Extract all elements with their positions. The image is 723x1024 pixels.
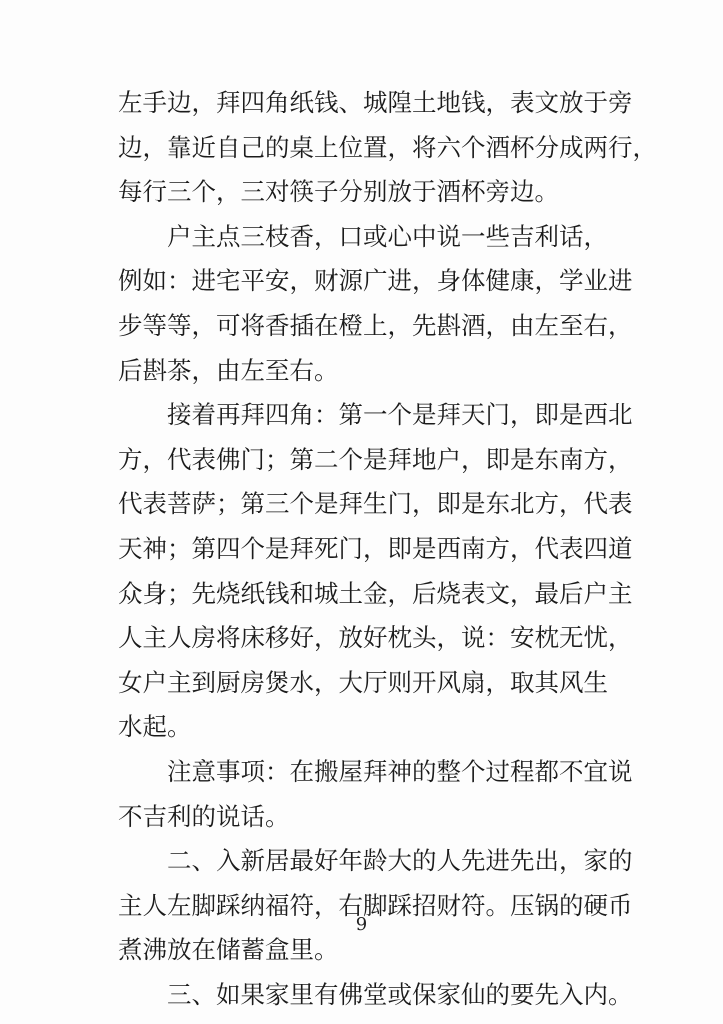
text-line: 主人左脚踩纳福符，右脚踩招财符。压锅的硬币 (118, 890, 633, 920)
text-line: 每行三个，三对筷子分别放于酒杯旁边。 (118, 177, 559, 207)
text-line: 众身；先烧纸钱和城土金，后烧表文，最后户主 (118, 578, 633, 608)
paragraph-first-line: 户主点三枝香，口或心中说一些吉利话， (167, 221, 608, 251)
paragraph-first-line: 接着再拜四角：第一个是拜天门，即是西北 (167, 400, 633, 430)
text-line: 左手边，拜四角纸钱、城隍土地钱，表文放于旁 (118, 88, 633, 117)
text-line: 水起。 (118, 712, 192, 742)
text-line: 后斟茶，由左至右。 (118, 355, 339, 385)
text-line: 步等等，可将香插在橙上，先斟酒，由左至右， (118, 310, 633, 340)
paragraph-first-line: 二、入新居最好年龄大的人先进先出，家的 (167, 846, 633, 876)
paragraph-first-line: 三、如果家里有佛堂或保家仙的要先入内。 (167, 979, 633, 1009)
text-line: 女户主到厨房煲水，大厅则开风扇，取其风生 (118, 667, 608, 697)
text-line: 天神；第四个是拜死门，即是西南方，代表四道 (118, 533, 633, 563)
text-line: 例如：进宅平安，财源广进，身体健康，学业进 (118, 266, 633, 296)
text-line: 方，代表佛门；第二个是拜地户，即是东南方， (118, 444, 633, 474)
text-line: 代表菩萨；第三个是拜生门，即是东北方，代表 (118, 489, 633, 519)
text-line: 煮沸放在储蓄盒里。 (118, 935, 339, 965)
page-number: 9 (355, 914, 368, 935)
body-text (118, 81, 666, 1017)
text-line: 边，靠近自己的桌上位置，将六个酒杯分成两行， (118, 132, 657, 162)
paragraph-first-line: 注意事项：在搬屋拜神的整个过程都不宜说 (167, 756, 633, 786)
text-line: 人主人房将床移好，放好枕头，说：安枕无忧， (118, 623, 633, 653)
text-line: 不吉利的说话。 (118, 801, 290, 831)
